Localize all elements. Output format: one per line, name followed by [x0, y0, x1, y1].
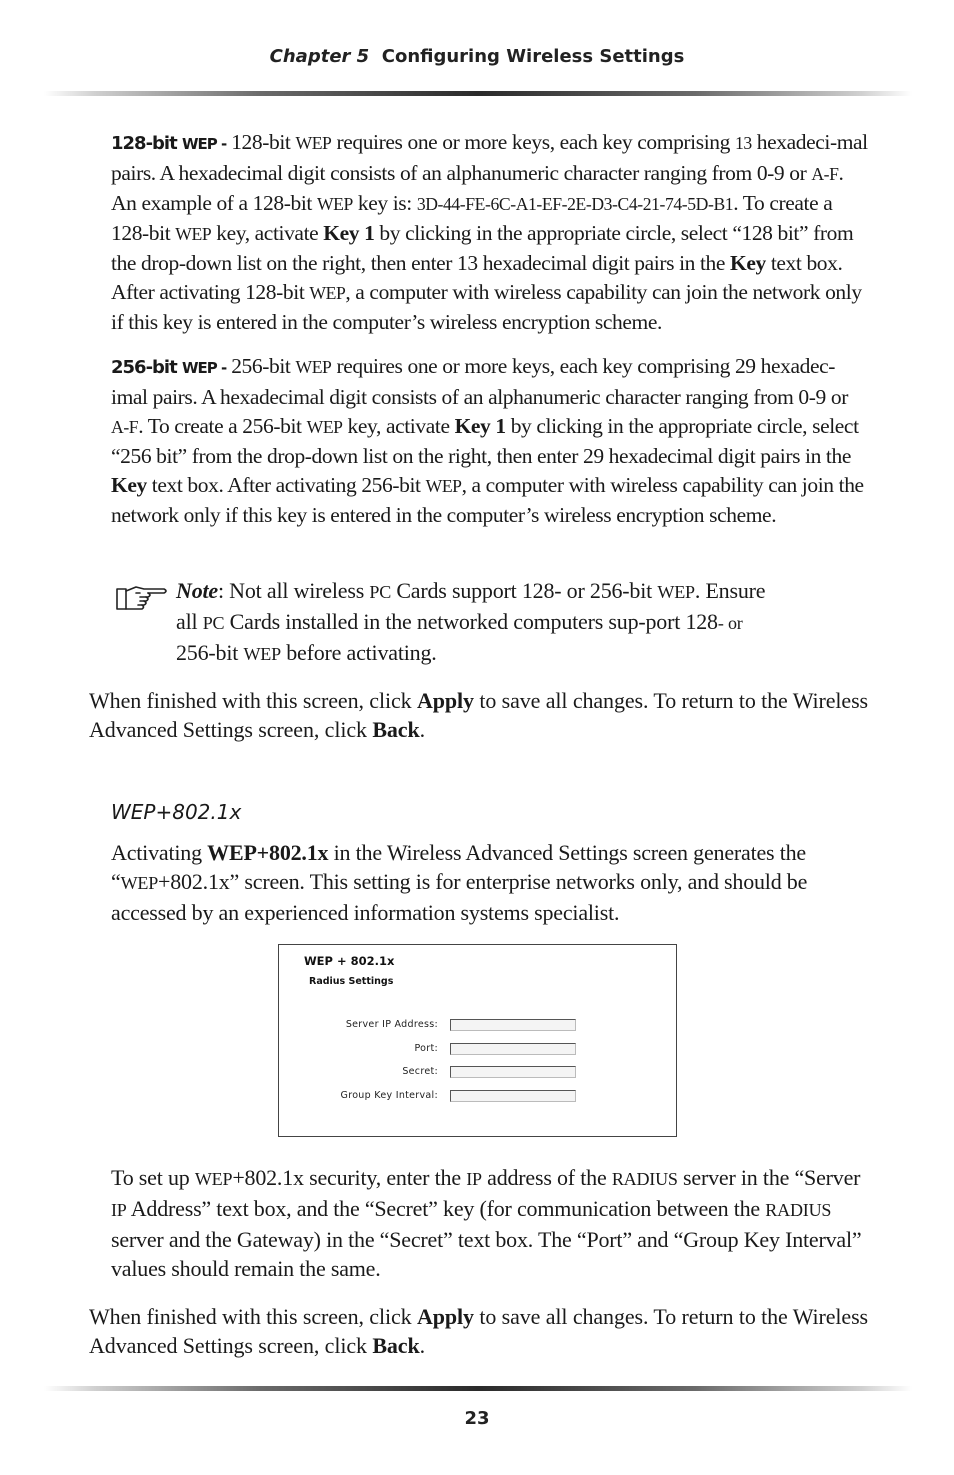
group-key-interval-label: Group Key Interval: [340, 1090, 438, 1101]
example-key: 3D-44-FE-6C-A1-EF-2E-D3-C4-21-74-5D-B1 [416, 194, 734, 214]
note-label: Note [176, 578, 218, 603]
apply-instructions-2: When finished with this screen, click Apply to save all changes. To return to the Wireless Advanced Settings screen, click Back. [89, 1304, 868, 1358]
running-header [0, 46, 954, 67]
port-field[interactable] [450, 1043, 576, 1055]
port-label: Port: [414, 1043, 438, 1054]
wep128-paragraph: 128-bit WEP - 128-bit WEP requires one or more keys, each key comprising 13 hexadeci-mal pairs. A hexadecimal digit consists of an alphanumeric character ranging from 0-9 or A-F. An example of a 128-bit WEP key is: 3D-44-FE-6C-A1-EF-2E-D3-C4-21-74-5D-B1. To create a 128-bit WEP key, activate Key 1 by clicking in the appropriate circle, select “128 bit” from the drop-down list on the right, then enter 13 hexadecimal digit pairs in the Key text box. After activating 128-bit WEP, a computer with wireless capability can join the network only if this key is entered in the computer’s wireless encryption scheme. [111, 130, 868, 334]
server-ip-field[interactable] [450, 1019, 576, 1031]
server-ip-label: Server IP Address: [345, 1019, 438, 1030]
wep256-paragraph: 256-bit WEP - 256-bit WEP requires one or more keys, each key comprising 29 hexadec-imal pairs. A hexadecimal digit consists of an alphanumeric character ranging from 0-9 or A-F. To create a 256-bit WEP key, activate Key 1 by clicking in the appropriate circle, select “256 bit” from the drop-down list on the right, then enter 29 hexadecimal digit pairs in the Key text box. After activating 256-bit WEP, a computer with wireless capability can join the network only if this key is entered in the computer’s wireless encryption scheme. [111, 354, 864, 527]
activating-paragraph: Activating WEP+802.1x in the Wireless Advanced Settings screen generates the “WEP+802.1x” screen. This setting is for enterprise networks only, and should be accessed by an experienced information systems specialist. [111, 840, 808, 925]
wep256-lead: 256-bit WEP - [111, 357, 227, 378]
screenshot-title: WEP + 802.1x [304, 954, 395, 968]
wep128-lead: 128-bit WEP - [111, 133, 227, 154]
radius-settings-heading: Radius Settings [309, 976, 394, 987]
chapter-title: Configuring Wireless Settings [381, 46, 685, 67]
secret-label: Secret: [402, 1066, 438, 1077]
header-rule [44, 91, 912, 96]
secret-field[interactable] [450, 1066, 576, 1078]
setup-paragraph: To set up WEP+802.1x security, enter the IP address of the RADIUS server in the “Server IP Address” text box, and the “Secret” key (for communication between the RADIUS server and the Gateway) in the “Secret” text box. The “Port” and “Group Key Interval” values should remain the same. [111, 1165, 862, 1281]
chapter-label: Chapter 5 [269, 46, 370, 67]
note-text: Note: Not all wireless PC Cards support 128- or 256-bit WEP. Ensure all PC Cards installed in the networked computers sup-port 128- or 256-bit WEP before activating. [176, 578, 766, 665]
section-heading: WEP+802.1x [111, 800, 242, 824]
footer-rule [44, 1386, 912, 1391]
page-number: 23 [464, 1408, 490, 1429]
wep-802-1x-screenshot [278, 944, 677, 1137]
group-key-interval-field[interactable] [450, 1090, 576, 1102]
apply-instructions-1: When finished with this screen, click Apply to save all changes. To return to the Wireless Advanced Settings screen, click Back. [89, 688, 868, 742]
pointing-hand-icon [114, 580, 170, 614]
